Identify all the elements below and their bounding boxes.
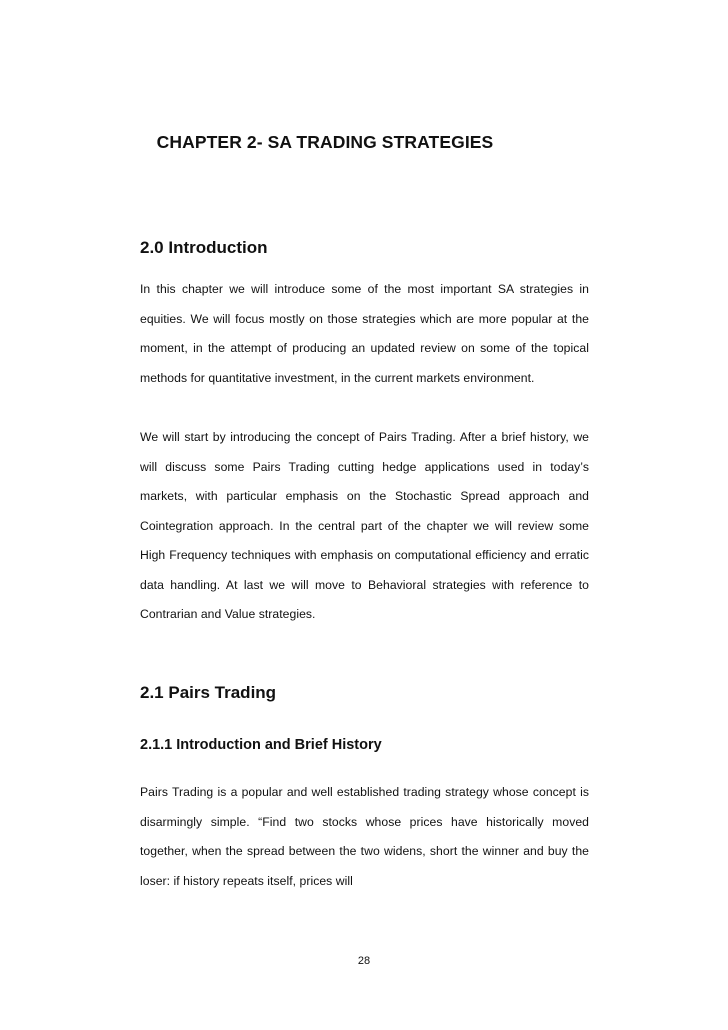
pairs-trading-paragraph: Pairs Trading is a popular and well established trading strategy whose concept is disarmingly simple. “Find two stocks whose prices have historically moved together, when the spread between the two widens, short the winner and buy the loser: if history repeats itself, prices will xyxy=(140,785,589,888)
subsection-heading-history: 2.1.1 Introduction and Brief History xyxy=(140,737,382,753)
intro-paragraph-2: We will start by introducing the concept of Pairs Trading. After a brief history, we will discuss some Pairs Trading cutting hedge applications used in today’s markets, with particular emphasis on the Stochastic Spread approach and Cointegration approach. In the central part of the chapter we will review some High Frequency techniques with emphasis on computational efficiency and erratic data handling. At last we will move to Behavioral strategies with reference to Contrarian and Value strategies. xyxy=(140,430,589,621)
section-heading-pairs-trading: 2.1 Pairs Trading xyxy=(140,683,277,702)
section-heading-introduction: 2.0 Introduction xyxy=(140,238,268,257)
intro-paragraph-1: In this chapter we will introduce some of the most important SA strategies in equities. We will focus mostly on those strategies which are more popular at the moment, in the attempt of producing an updated review on some of the topical methods for quantitative investment, in the current markets environment. xyxy=(140,282,589,385)
page-number: 28 xyxy=(357,955,371,967)
chapter-title: CHAPTER 2- SA TRADING STRATEGIES xyxy=(156,132,494,152)
